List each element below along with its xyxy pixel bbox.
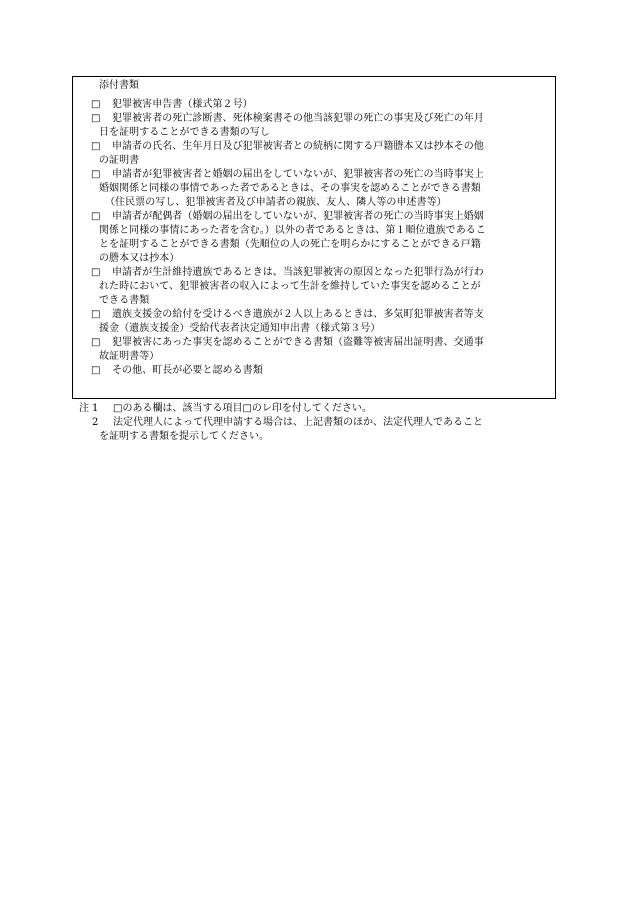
checkbox-icon[interactable]: □ xyxy=(91,211,101,222)
attachment-item-text: （住民票の写し、犯罪被害者及び申請者の親族、友人、隣人等の申述書等） xyxy=(105,197,447,208)
notes-label: 注 xyxy=(79,403,89,414)
attachment-item-text: 申請者が配偶者（婚姻の届出をしていないが、犯罪被害者の死亡の当時事実上婚姻 xyxy=(112,211,484,222)
attachment-item-text: 関係と同様の事情にあった者を含む。）以外の者であるときは、第１順位遺族であるこ xyxy=(99,225,486,236)
attachment-item-text: 申請者が犯罪被害者と婚姻の届出をしていないが、犯罪被害者の死亡の当時事実上 xyxy=(112,169,484,180)
checkbox-icon[interactable]: □ xyxy=(91,113,101,124)
attachment-item-text: 故証明書等） xyxy=(99,351,160,362)
note-text: を証明する書類を提示してください。 xyxy=(99,431,269,442)
attachment-item-text: できる書類 xyxy=(99,295,150,306)
attachment-item-text: 日を証明することができる書類の写し xyxy=(99,127,270,138)
attachment-item-text: 婚姻関係と同様の事情であった者であるときは、その事実を認めることができる書類 xyxy=(99,183,481,194)
checkbox-icon[interactable]: □ xyxy=(91,309,101,320)
attachment-item-text: 遺族支援金の給付を受けるべき遺族が２人以上あるときは、多気町犯罪被害者等支 xyxy=(112,309,484,320)
attachment-item-text: 援金（遺族支援金）受給代表者決定通知申出書（様式第３号） xyxy=(99,323,381,334)
note-text: 法定代理人によって代理申請する場合は、上記書類のほか、法定代理人であること xyxy=(113,417,483,428)
attachment-item-text: れた時において、犯罪被害者の収入によって生計を維持していた事実を認めることが xyxy=(99,281,481,292)
attachment-item-text: の謄本又は抄本） xyxy=(99,253,180,264)
attachments-title: 添付書類 xyxy=(99,80,139,91)
checkbox-icon[interactable]: □ xyxy=(91,141,101,152)
note-number: 2 xyxy=(92,417,99,428)
attachment-item-text: その他、町長が必要と認める書類 xyxy=(112,365,263,376)
attachment-item-text: 犯罪被害にあった事実を認めることができる書類（盗難等被害届出証明書、交通事 xyxy=(112,337,484,348)
note-number: 1 xyxy=(92,403,99,414)
attachment-item-text: 申請者の氏名、生年月日及び犯罪被害者との続柄に関する戸籍謄本又は抄本その他 xyxy=(112,141,484,152)
checkbox-icon[interactable]: □ xyxy=(91,99,101,110)
checkbox-icon[interactable]: □ xyxy=(91,267,101,278)
attachment-item-text: の証明書 xyxy=(99,155,140,166)
checkbox-icon[interactable]: □ xyxy=(91,169,101,180)
checkbox-icon[interactable]: □ xyxy=(91,337,101,348)
attachment-item-text: 犯罪被害者の死亡診断書、死体検案書その他当該犯罪の死亡の事実及び死亡の年月 xyxy=(112,113,484,124)
attachment-item-text: とを証明することができる書類（先順位の人の死亡を明らかにすることができる戸籍 xyxy=(99,239,481,250)
checkbox-icon[interactable]: □ xyxy=(91,365,101,376)
attachment-item-text: 犯罪被害申告書（様式第２号） xyxy=(112,99,253,110)
note-text: □のある欄は、該当する項目□のレ印を付してください。 xyxy=(113,403,372,414)
attachment-item-text: 申請者が生計維持遺族であるときは、当該犯罪被害の原因となった犯罪行為が行わ xyxy=(112,267,484,278)
